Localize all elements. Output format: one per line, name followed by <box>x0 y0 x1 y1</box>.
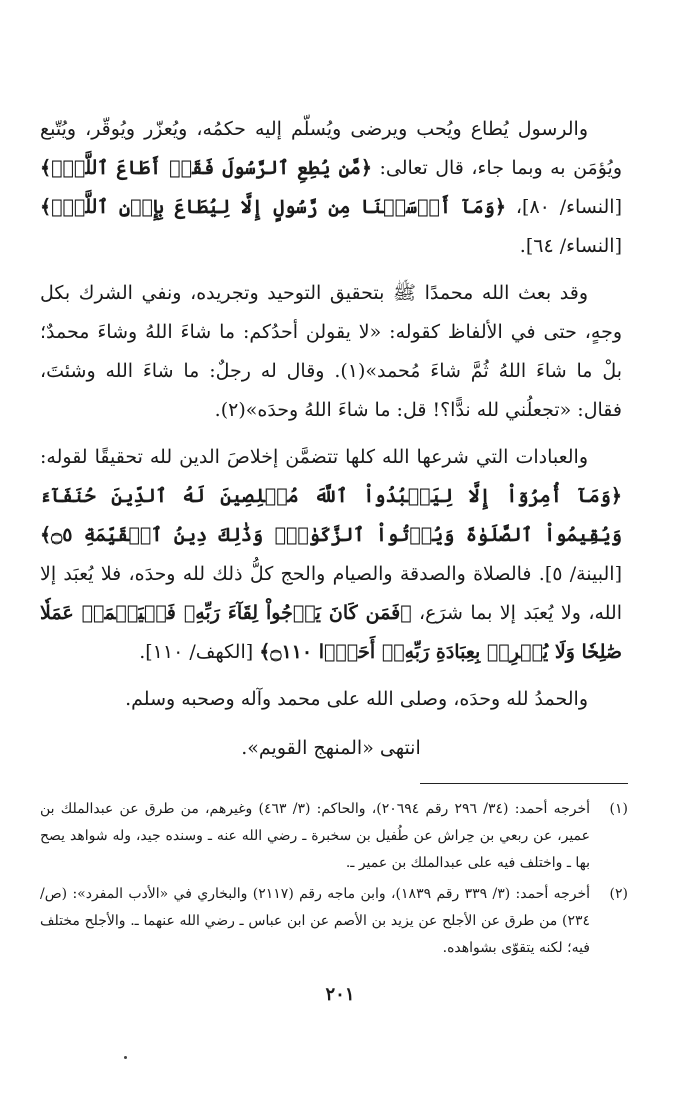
scan-speck <box>124 1056 127 1059</box>
footnote-number: (٢) <box>609 886 628 902</box>
footnotes <box>40 796 628 966</box>
end-note: انتهى «المنهج القويم». <box>241 737 421 759</box>
footnote <box>40 796 628 877</box>
verse-reference: [النساء/ ٦٤]. <box>519 235 622 257</box>
paragraph-text: والعبادات التي شرعها الله كلها تتضمَّن إخلاصَ الدين لله تحقيقًا لقوله: <box>40 446 588 468</box>
main-text <box>40 110 622 768</box>
footnote-text: أخرجه أحمد: (٣٤/ ٢٩٦ رقم ٢٠٦٩٤)، والحاكم: (٣/ ٤٦٣) وغيرهم، من طرق عن عبدالملك بن عمير، عن ربعي بن حِراش عن طُفيل بن سخبرة ـ رضي الله عنه ـ وسنده جيد، وله شواهد يصح بها ـ واختلف فيه على عبدالملك بن عمير ـ. <box>40 801 591 871</box>
paragraph-obedience <box>40 110 622 266</box>
footnote <box>40 881 628 962</box>
quran-verse: ﴿وَمَآ أَرۡسَلۡنَا مِن رَّسُولٍ إِلَّا لِيُطَاعَ بِإِذۡنِ ٱللَّهِۚ﴾ <box>40 196 507 218</box>
quran-verse: ﴿فَمَن كَانَ يَرۡجُواْ لِقَآءَ رَبِّهِۦ فَلۡيَعۡمَلۡ عَمَلٗا صَٰلِحٗا وَلَا يُشۡرِكۡ بِعِبَادَةِ رَبِّهِۦٓ أَحَدَۢا ۝١١٠﴾ <box>40 602 622 663</box>
paragraph-worship <box>40 438 622 672</box>
verse-reference: [النساء/ ٨٠]، <box>506 196 623 218</box>
quran-verse: ﴿مَّن يُطِعِ ٱلرَّسُولَ فَقَدۡ أَطَاعَ ٱللَّهَۖ﴾ <box>40 157 372 179</box>
verse-reference: [البينة/ ٥]. فالصلاة والصدقة والصيام والحج كلُّ ذلك لله وحدَه، فلا يُعبَد إلا الله، ولا يُعبَد إلا بما شرَع، <box>40 563 622 624</box>
footnote-number: (١) <box>609 801 628 817</box>
page-number: ٢٠١ <box>325 984 355 1005</box>
footnote-separator <box>420 783 628 784</box>
verse-reference: [الكهف/ ١١٠]. <box>139 641 260 663</box>
footnote-text: أخرجه أحمد: (٣/ ٣٣٩ رقم ١٨٣٩)، وابن ماجه رقم (٢١١٧) والبخاري في «الأدب المفرد»: (ص/ ٢٣٤) من طرق عن الأجلح عن يزيد بن الأصم عن ابن عباس ـ رضي الله عنهما ـ. والأجلح مختلف فيه؛ لكنه يتقوّى بشواهده. <box>40 886 590 956</box>
quran-verse: ﴿وَمَآ أُمِرُوٓاْ إِلَّا لِيَعۡبُدُواْ ٱللَّهَ مُخۡلِصِينَ لَهُ ٱلدِّينَ حُنَفَآءَ وَيُقِيمُواْ ٱلصَّلَوٰةَ وَيُؤۡتُواْ ٱلزَّكَوٰةَۚ وَذَٰلِكَ دِينُ ٱلۡقَيِّمَةِ ۝٥﴾ <box>40 485 622 546</box>
paragraph-text: والرسول يُطاع ويُحب ويرضى ويُسلّم إليه حكمُه، ويُعزّر ويُوقّر، ويُتّبع ويُؤمَن به وبما جاء، قال تعالى: <box>40 118 622 179</box>
closing-praise: والحمدُ لله وحدَه، وصلى الله على محمد وآله وصحبه وسلم. <box>125 688 588 710</box>
paragraph-tawhid: وقد بعث الله محمدًا ﷺ بتحقيق التوحيد وتجريده، ونفي الشرك بكل وجهٍ، حتى في الألفاظ كقوله: «لا يقولن أحدُكم: ما شاءَ اللهُ وشاءَ محمدٌ؛ بلْ ما شاءَ اللهُ ثُمَّ شاءَ مُحمد»(١). وقال له رجلٌ: ما شاءَ الله وشئتَ، فقال: «تجعلُني لله ندًّا؟! قل: ما شاءَ اللهُ وحدَه»(٢). <box>40 282 622 421</box>
